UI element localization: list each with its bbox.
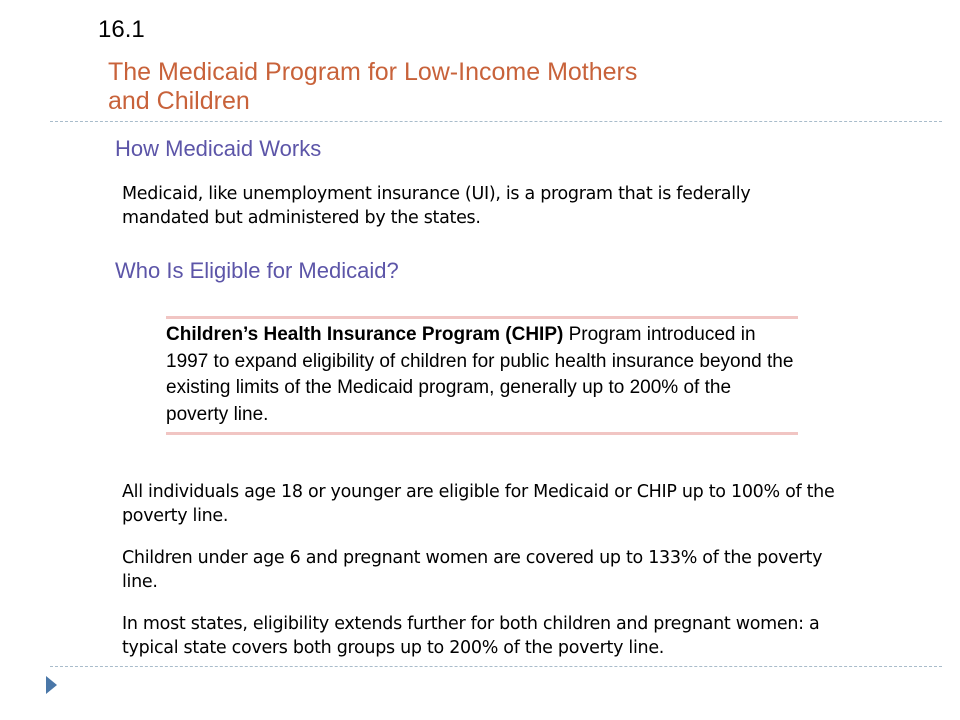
definition-text: Program introduced in 1997 to expand eligibility of children for public health insurance beyond the existing limits of the Medicaid program, generally up to 200% of the poverty line.: [166, 324, 794, 425]
eligibility-paragraph-3: In most states, eligibility extends further for both children and pregnant women: a typical state covers both groups up to 200% of the poverty line.: [122, 614, 820, 658]
eligibility-paragraph-1: All individuals age 18 or younger are eligible for Medicaid or CHIP up to 100% of the poverty line.: [122, 482, 835, 526]
heading-who-is-eligible: Who Is Eligible for Medicaid?: [115, 258, 399, 283]
slide-title-line2: and Children: [108, 87, 250, 115]
eligibility-paragraph-2: Children under age 6 and pregnant women are covered up to 133% of the poverty line.: [122, 548, 823, 592]
top-divider: [50, 121, 942, 122]
section-number: 16.1: [98, 16, 145, 43]
slide-title-line1: The Medicaid Program for Low-Income Mothers: [108, 58, 638, 86]
heading-how-medicaid-works: How Medicaid Works: [115, 136, 322, 161]
slide-title: [108, 58, 637, 116]
definition-term: Children’s Health Insurance Program (CHIP): [166, 324, 564, 345]
definition-box: [166, 316, 798, 435]
intro-paragraph: Medicaid, like unemployment insurance (UI), is a program that is federally mandated but administered by the states.: [122, 184, 751, 228]
bottom-divider: [50, 666, 942, 667]
triangle-bullet-icon: [46, 676, 57, 694]
